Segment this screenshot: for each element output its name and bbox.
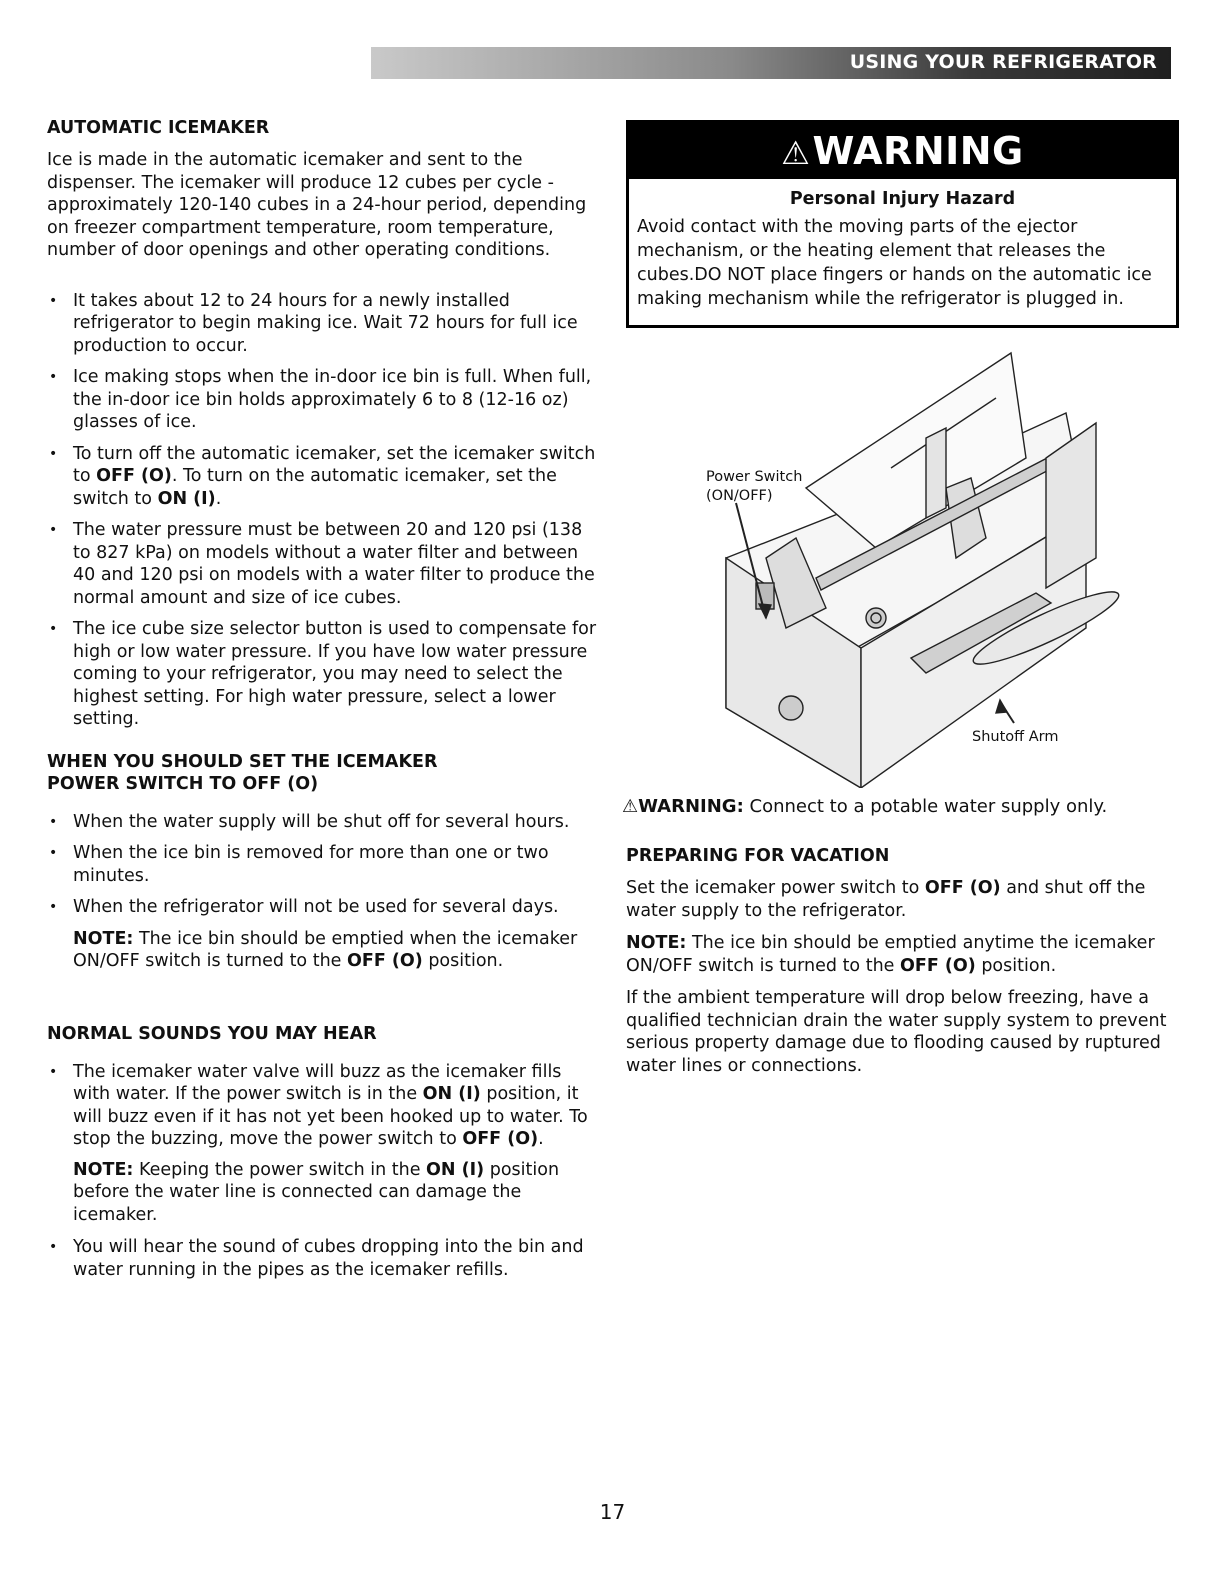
normal-sounds-heading: NORMAL SOUNDS YOU MAY HEAR [47, 1023, 377, 1044]
list-item: • The ice cube size selector button is used to compensate for high or low water pressure. If you have low water pressure coming to your refrigerator, you may need to select the highest setting. For high water pressure, select a lower setting. [47, 618, 597, 731]
normal-sounds-list [47, 1061, 597, 1282]
icemaker-illustration [626, 328, 1181, 788]
when-off-note: NOTE: The ice bin should be emptied when the icemaker ON/OFF switch is turned to the OFF (O) position. [73, 928, 578, 971]
list-item: • When the ice bin is removed for more than one or two minutes. [47, 842, 597, 887]
automatic-icemaker-heading: AUTOMATIC ICEMAKER [47, 118, 270, 138]
list-item: • When the refrigerator will not be used for several days. [47, 896, 597, 919]
when-off-heading: WHEN YOU SHOULD SET THE ICEMAKER POWER SWITCH TO OFF (O) [47, 751, 438, 794]
list-item: • It takes about 12 to 24 hours for a newly installed refrigerator to begin making ice. Wait 72 hours for full ice production to occur. [47, 290, 597, 358]
left-column [47, 117, 597, 1290]
warning-triangle-icon: ⚠ [781, 134, 811, 172]
power-switch-label: Power Switch (ON/OFF) [706, 469, 803, 504]
vacation-note: NOTE: The ice bin should be emptied anytime the icemaker ON/OFF switch is turned to the OFF (O) position. [626, 933, 1155, 976]
warning-body: Avoid contact with the moving parts of the ejector mechanism, or the heating element that releases the cubes.DO NOT place fingers or hands on the automatic ice making mechanism while the refrigerator is plugged in. [637, 217, 1152, 309]
vacation-paragraph: Set the icemaker power switch to OFF (O) and shut off the water supply to the refrigerator. [626, 878, 1146, 921]
vacation-heading: PREPARING FOR VACATION [626, 846, 890, 866]
list-item: • The icemaker water valve will buzz as the icemaker fills with water. If the power switch is in the ON (I) position, it will buzz even if it has not yet been hooked up to water. To stop the buzzing, move the power switch to OFF (O). NOTE: Keeping the power switch in the ON (I) position before the water line is connected can damage the icemaker. [47, 1061, 597, 1227]
when-off-list [47, 811, 597, 919]
list-item: • When the water supply will be shut off for several hours. [47, 811, 597, 834]
list-item: • You will hear the sound of cubes dropping into the bin and water running in the pipes as the icemaker refills. [47, 1236, 597, 1281]
shutoff-arm-label: Shutoff Arm [972, 729, 1059, 745]
section-title: USING YOUR REFRIGERATOR [849, 51, 1157, 73]
section-header-bar [371, 47, 1171, 79]
warning-subtitle: Personal Injury Hazard [789, 189, 1016, 209]
normal-sounds-note: NOTE: Keeping the power switch in the ON (I) position before the water line is connected can damage the icemaker. [73, 1159, 560, 1225]
right-column [622, 120, 1181, 1087]
warning-header [629, 123, 1176, 179]
page-number: 17 [599, 1500, 626, 1524]
potable-water-warning: ⚠WARNING: Connect to a potable water supply only. [622, 796, 1108, 817]
automatic-icemaker-list [47, 290, 597, 731]
vacation-freezing-paragraph: If the ambient temperature will drop below freezing, have a qualified technician drain the water supply system to prevent serious property damage due to flooding caused by ruptured water lines or connections. [626, 988, 1167, 1076]
icemaker-figure [626, 328, 1181, 788]
warning-title: WARNING [812, 129, 1024, 173]
automatic-icemaker-intro: Ice is made in the automatic icemaker and sent to the dispenser. The icemaker will produce 12 cubes per cycle - approximately 120-140 cubes in a 24-hour period, depending on freezer compartment temperature, room temperature, number of door openings and other operating conditions. [47, 150, 587, 260]
list-item: • The water pressure must be between 20 and 120 psi (138 to 827 kPa) on models without a water filter and between 40 and 120 psi on models with a water filter to produce the normal amount and size of ice cubes. [47, 519, 597, 609]
warning-triangle-icon: ⚠ [622, 796, 639, 817]
list-item: • To turn off the automatic icemaker, set the icemaker switch to OFF (O). To turn on the automatic icemaker, set the switch to ON (I). [47, 443, 597, 511]
list-item: • Ice making stops when the in-door ice bin is full. When full, the in-door ice bin holds approximately 6 to 8 (12-16 oz) glasses of ice. [47, 366, 597, 434]
warning-box [626, 120, 1179, 328]
